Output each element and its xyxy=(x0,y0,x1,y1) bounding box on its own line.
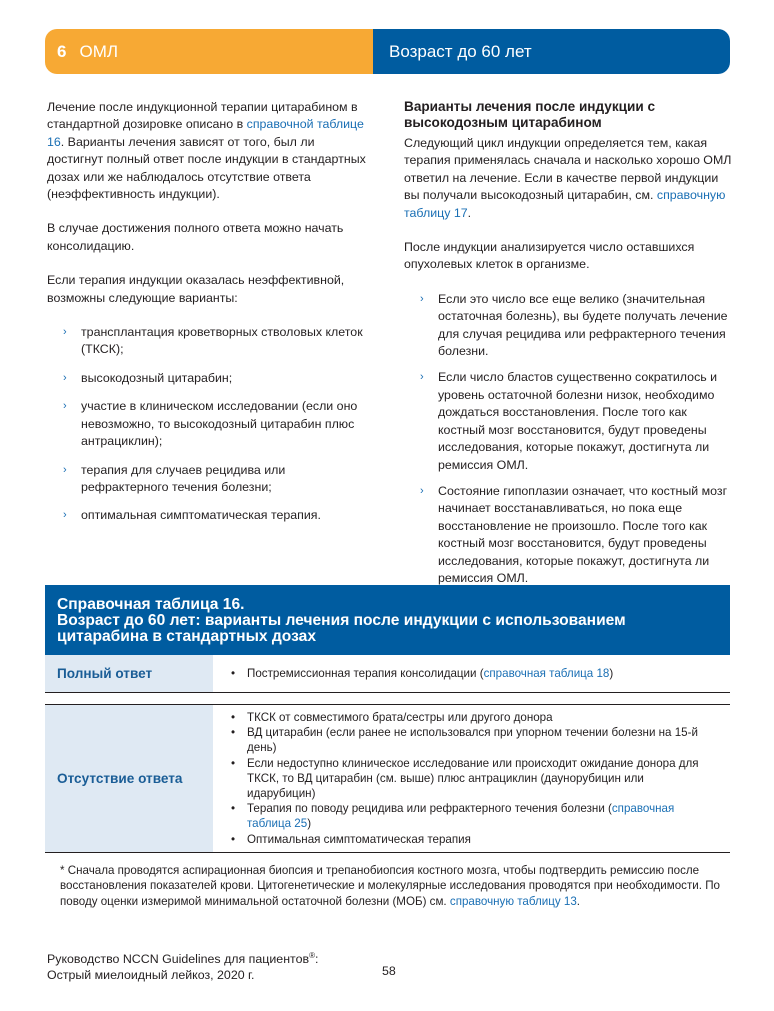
reference-link[interactable]: справочную таблицу 17 xyxy=(404,188,726,220)
footnote-text: * Сначала проводятся аспирационная биопсия и трепанобиопсия костного мозга, чтобы подтвердить ремиссию после восстановления показателей крови. Цитогенетические и молекулярные исследования проводятся при необходимости. По поводу оценки измеримой минимальной остаточной болезни (МОБ) см. xyxy=(60,864,720,908)
footer-text: Руководство NCCN Guidelines для пациентов xyxy=(47,952,310,966)
intro-text: Лечение после индукционной терапии цитарабином в стандартной дозировке описано в xyxy=(47,100,358,132)
page-footer xyxy=(47,951,318,983)
list-item-text: Если это число все еще велико (значительная остаточная болезнь), вы будете получать лечение для случая рецидива или рефрактерного течения болезни. xyxy=(438,291,728,359)
cell-text: Если недоступно клиническое исследование или происходит ожидание донора для ТКСК, то ВД цитарабин (см. выше) плюс антрациклин (даунорубицин или идарубицин) xyxy=(247,756,699,801)
bullet-icon: • xyxy=(231,802,236,816)
list-item xyxy=(231,666,613,681)
table-row xyxy=(45,705,730,853)
chevron-right-icon: › xyxy=(420,371,424,384)
list-item xyxy=(420,483,734,587)
paragraph: Если терапия индукции оказалась неэффективной, возможны следующие варианты: xyxy=(47,273,345,305)
list-item-text: Состояние гипоплазии означает, что костный мозг начинает восстанавливаться, но пока еще восстановление не произошло. После того как костный мозг восстановится, будут проведены исследования, которые покажут, достигнута ли ремиссия ОМЛ. xyxy=(438,483,728,585)
list-item xyxy=(231,801,714,831)
table-title-line: Возраст до 60 лет: варианты лечения после индукции с использованием цитарабина в стандартных дозах xyxy=(57,612,626,645)
left-column xyxy=(47,99,367,536)
bullet-icon: • xyxy=(231,832,236,846)
page-header xyxy=(45,29,730,74)
footer-line xyxy=(47,951,318,967)
bullet-icon: • xyxy=(231,711,236,724)
list-item xyxy=(63,507,367,524)
cell-text: ВД цитарабин (если ранее не использовался при упорном течении болезни на 15-й день) xyxy=(247,726,698,755)
paragraph: После индукции анализируется число оставшихся опухолевых клеток в организме. xyxy=(404,240,695,272)
chevron-right-icon: › xyxy=(63,371,67,384)
reference-link[interactable]: справочную таблицу 13 xyxy=(449,894,577,908)
row-cells xyxy=(213,655,730,692)
cell-text: Постремиссионная терапия консолидации ( xyxy=(247,666,484,680)
table-footnote xyxy=(60,863,730,909)
cell-text-end: ) xyxy=(307,817,312,831)
bullet-icon: • xyxy=(231,726,236,740)
chevron-right-icon: › xyxy=(420,292,424,305)
list-item-text: терапия для случаев рецидива или рефрактерного течения болезни; xyxy=(81,462,286,494)
cell-text-end: ) xyxy=(609,666,614,680)
list-item xyxy=(63,398,367,450)
chapter-tab xyxy=(45,29,373,74)
list-item-text: участие в клиническом исследовании (если оно невозможно, то высокодозный цитарабин плюс антрациклин); xyxy=(81,399,358,449)
section-title-text: Возраст до 60 лет xyxy=(389,41,532,61)
chevron-right-icon: › xyxy=(420,484,424,497)
section-title xyxy=(373,29,730,74)
paragraph: В случае достижения полного ответа можно начать консолидацию. xyxy=(47,221,344,253)
row-cells xyxy=(213,705,730,852)
list-item-text: трансплантация кроветворных стволовых клеток (ТКСК); xyxy=(81,325,363,357)
chevron-right-icon: › xyxy=(63,400,67,413)
registered-mark: ® xyxy=(309,950,315,960)
footer-line: Острый миелоидный лейкоз, 2020 г. xyxy=(47,968,255,982)
reference-link[interactable]: справочной таблице 16 xyxy=(47,117,364,149)
list-item-text: Если число бластов существенно сократилось и уровень остаточной болезни низок, необходимо дождаться восстановления. После того как костный мозг восстановится, будут проведены исследования, которые покажут, достигнута ли ремиссия ОМЛ. xyxy=(438,370,718,472)
chapter-title: ОМЛ xyxy=(79,41,119,61)
list-item xyxy=(420,291,734,361)
footnote-text-end: . xyxy=(576,894,581,908)
table-title-line: Справочная таблица 16. xyxy=(57,596,245,613)
list-item xyxy=(231,725,714,755)
row-label: Полный ответ xyxy=(45,655,213,692)
table-title xyxy=(45,585,730,655)
cell-text: ТКСК от совместимого брата/сестры или другого донора xyxy=(247,711,553,724)
list-item xyxy=(231,832,714,847)
list-item-text: высокодозный цитарабин; xyxy=(81,370,233,385)
list-item xyxy=(63,462,367,497)
reference-link[interactable]: справочная таблица 18 xyxy=(483,666,610,680)
chevron-right-icon: › xyxy=(63,463,67,476)
outcomes-list xyxy=(420,291,734,588)
section-heading: Варианты лечения после индукции с высокодозным цитарабином xyxy=(404,99,656,130)
intro-paragraph xyxy=(47,99,367,203)
intro-text-end: . Варианты лечения зависят от того, был ли достигнут полный ответ после индукции в стандартных дозах или же наблюдалось отсутствие ответа (неэффективность индукции). xyxy=(47,134,366,202)
row-divider xyxy=(45,693,730,705)
row-label: Отсутствие ответа xyxy=(45,705,213,852)
reference-table xyxy=(45,585,730,853)
options-list xyxy=(63,324,367,525)
list-item xyxy=(63,324,367,359)
paragraph-text-end: . xyxy=(467,205,472,220)
cell-text: Оптимальная симптоматическая терапия xyxy=(247,832,471,846)
table-row xyxy=(45,655,730,693)
reference-link[interactable]: справочная таблица 25 xyxy=(247,802,675,831)
page-number: 58 xyxy=(382,964,396,978)
list-item xyxy=(63,370,367,387)
chapter-number: 6 xyxy=(57,41,67,61)
list-item-text: оптимальная симптоматическая терапия. xyxy=(81,508,321,523)
list-item xyxy=(231,710,714,725)
paragraph xyxy=(404,135,734,222)
footer-text-end: : xyxy=(314,952,319,966)
bullet-icon: • xyxy=(231,756,236,770)
right-column xyxy=(404,99,734,596)
cell-text: Терапия по поводу рецидива или рефрактерного течения болезни ( xyxy=(247,802,612,816)
bullet-icon: • xyxy=(231,666,236,680)
chevron-right-icon: › xyxy=(63,509,67,522)
list-item xyxy=(231,756,714,802)
list-item xyxy=(420,369,734,473)
paragraph-text: Следующий цикл индукции определяется тем, какая терапия применялась сначала и насколько хорошо ОМЛ ответил на лечение. Если в качестве первой индукции вы получали высокодозный цитарабин, см. xyxy=(404,136,732,203)
chevron-right-icon: › xyxy=(63,326,67,339)
